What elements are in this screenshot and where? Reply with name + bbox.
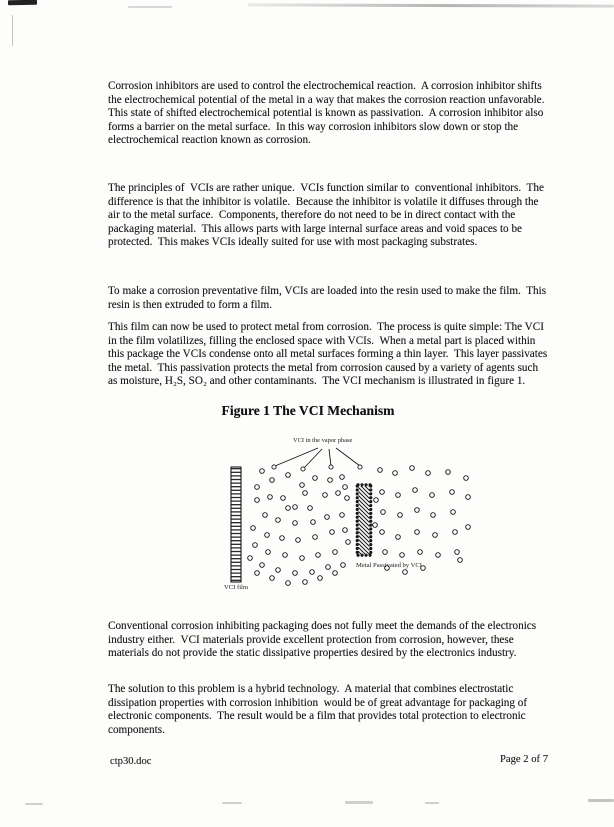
footer-page-number: Page 2 of 7 — [500, 754, 548, 765]
scan-artifact-bottom-1 — [25, 803, 43, 805]
paragraph-conventional-packaging: Conventional corrosion inhibiting packaging does not fully meet the demands of the electronics industry either. VCI materials provide excellent protection from corrosion, however, these materials do not provide the static dissipative properties desired by the electronics industry. — [108, 620, 539, 660]
paragraph-hybrid-solution: The solution to this problem is a hybrid technology. A material that combines electrostatic dissipation properties with corrosion inhibition would be of great advantage for packaging of electronic components. The result would be a film that provides total protection to electronic components. — [108, 683, 530, 736]
vci-molecules-right — [373, 466, 471, 575]
scan-artifact-bottom-3 — [345, 801, 373, 804]
vapor-phase-label: VCI in the vapor phase — [293, 437, 353, 444]
vci-film-bar — [231, 467, 241, 582]
figure-vci-mechanism — [0, 437, 614, 603]
scan-artifact-bottom-4 — [425, 802, 439, 804]
scan-artifact-top-streak-2 — [128, 6, 172, 8]
vci-mechanism-diagram — [0, 437, 614, 603]
paragraph-corrosion-inhibitors: Corrosion inhibitors are used to control the electrochemical reaction. A corrosion inhibitor shifts the electrochemical potential of the metal in a way that makes the corrosion reaction unfavorable. This state of shifted electrochemical potential is known as passivation. A corrosion inhibitor also forms a barrier on the metal surface. In this way corrosion inhibitors slow down or stop the electrochemical reaction known as corrosion. — [108, 80, 550, 147]
scan-artifact-bottom-2 — [222, 802, 242, 804]
paragraph-film-making: To make a corrosion preventative film, VCIs are loaded into the resin used to make the film. This resin is then extruded to form a film. — [108, 285, 549, 311]
paragraph-film-process: This film can now be used to protect metal from corrosion. The process is quite simple: The VCI in the film volatilizes, filling the enclosed space with VCIs. When a metal part is placed within this package the VCIs condense onto all metal surfaces forming a thin layer. This layer passivates the metal. This passivation protects the metal from corrosion caused by a variety of agents such as moisture, H₂S, SO₂ and other contaminants. The VCI mechanism is illustrated in figure 1. — [108, 321, 550, 388]
leader-lines — [275, 448, 360, 468]
leader-dots — [272, 465, 362, 471]
scan-artifact-topleft — [8, 0, 37, 5]
paragraph-vci-principles: The principles of VCIs are rather unique. VCIs function similar to conventional inhibitors. The difference is that the inhibitor is volatile. Because the inhibitor is volatile it diffuses through the air to the metal surface. Components, therefore do not need to be in direct contact with the packaging material. This allows parts with large internal surface areas and void spaces to be protected. This makes VCIs ideally suited for use with most packaging substrates. — [108, 182, 547, 249]
scan-artifact-top-streak — [248, 3, 614, 7]
scan-artifact-bottom-5 — [588, 799, 614, 802]
metal-passivated-label: Metal Passivated by VCI — [356, 562, 422, 569]
figure-title: Figure 1 The VCI Mechanism — [221, 403, 395, 418]
footer-doc-name: ctp30.doc — [110, 756, 152, 767]
vci-molecules-left — [248, 469, 351, 586]
scan-artifact-left-line — [12, 15, 13, 46]
metal-bar — [359, 486, 370, 554]
vci-film-label: VCI film — [224, 584, 248, 591]
